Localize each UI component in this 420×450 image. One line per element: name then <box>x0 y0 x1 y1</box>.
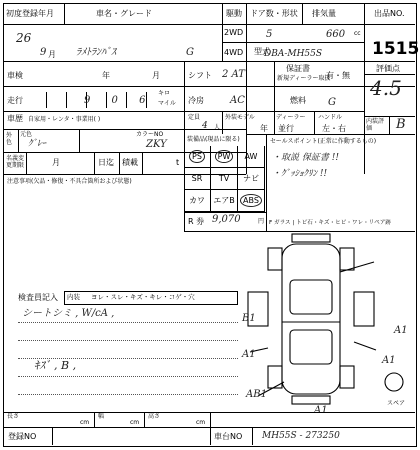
orig-color-label: 元色 <box>20 131 33 138</box>
recycle-unit: 円 <box>258 218 265 225</box>
hand-chassis-no: MH55S - 273250 <box>262 431 340 441</box>
width-unit: cm <box>130 419 140 426</box>
inspector-label: 検査員記入 <box>18 293 58 302</box>
hand-grade: G <box>186 47 194 58</box>
fuel-label: 燃料 <box>290 96 306 105</box>
lot-number: 1515 <box>372 39 420 59</box>
name-change-month: 月 <box>52 158 60 167</box>
capacity-unit: 人 <box>214 124 221 131</box>
hand-score: 4.5 <box>370 76 402 100</box>
glass-bar <box>267 217 415 231</box>
hand-color: ｸﾞﾚｰ <box>28 139 47 149</box>
inspection-label: 車検 <box>7 71 23 80</box>
equipment-legend: 装備品(現品に限る) <box>187 136 240 143</box>
drive-2wd: 2WD <box>224 28 244 37</box>
spare-tire-icon <box>385 373 403 391</box>
car-rear-glass <box>290 330 332 364</box>
car-roof <box>290 280 332 314</box>
equipment-item-pw: PW <box>211 146 238 168</box>
right-side-panel <box>354 292 374 326</box>
tire-front-right <box>340 248 354 270</box>
name-change-day: 日迄 <box>98 158 114 167</box>
recycle-label: R 券 <box>188 217 205 226</box>
equipment-item-カワ: カワ <box>184 190 211 212</box>
interior-eval-label: 内装評価 <box>366 118 385 132</box>
color-no-label: カラーNO <box>136 131 164 138</box>
equipment-item-ナビ: ナビ <box>238 168 265 190</box>
inspection-month-unit: 月 <box>152 71 160 80</box>
hand-inspector-1: シートシミ , W/cA , <box>22 308 115 319</box>
hand-interior: B <box>396 117 406 132</box>
ext-color-label: 外色 <box>6 132 13 146</box>
handle-label: ハンドル <box>318 114 343 121</box>
hand-fuel: G <box>328 97 336 108</box>
ac-label: 冷房 <box>188 96 204 105</box>
registration-no-label: 登録NO <box>8 432 37 441</box>
width-label: 幅 <box>98 413 105 420</box>
warranty-label: 保証書 <box>286 64 310 73</box>
dealer-label: ディーラー <box>276 114 306 121</box>
tire-front-left <box>268 248 282 270</box>
interior-options: ヨレ・スレ・キズ・キレ・コゲ・穴 <box>91 293 195 301</box>
warranty-sub: 新規ディーラー取扱 <box>277 75 331 82</box>
front-bumper <box>292 234 330 242</box>
interior-box-label: 内装 <box>67 293 80 301</box>
hand-capacity: 4 <box>202 121 208 131</box>
height-label: 高さ <box>148 413 161 420</box>
length-unit: cm <box>80 419 90 426</box>
doors-label: ドア数・形状 <box>250 9 298 18</box>
mark-a1-left: A1 <box>242 349 256 360</box>
hand-model: DBA-MH55S <box>264 49 323 59</box>
selling-header: セールスポイント(正常に作動するもの) <box>270 138 377 145</box>
capacity-label: 定員 <box>188 114 201 121</box>
ext-model-label: 外装モデル <box>225 114 255 121</box>
equipment-item-abs: ABS <box>238 190 265 212</box>
auction-inspection-sheet <box>3 3 420 447</box>
first-registration-label: 初度登録年月 <box>6 9 54 18</box>
handle-value: 左・右 <box>322 124 346 133</box>
equipment-item-sr: SR <box>184 168 211 190</box>
dealer-value: 並行 <box>278 124 294 133</box>
notes-header: 注意事項(欠品・修復・不具合箇所および状態) <box>7 178 132 185</box>
history-sub: 自家用・レンタ・事業用( ) <box>28 116 101 123</box>
displacement-label: 排気量 <box>312 9 336 18</box>
spare-label: スペア <box>387 400 406 407</box>
drive-4wd: 4WD <box>224 48 244 57</box>
mark-ab1: AB1 <box>246 389 267 400</box>
warranty-yes-no: 有・無 <box>326 71 350 80</box>
equipment-item-エアb: エアB <box>211 190 238 212</box>
hand-selling-2: ・ｸﾞｯｼｮｸﾘﾝ !! <box>272 169 328 179</box>
cc-unit: cc <box>354 30 361 37</box>
hand-recycle: 9,070 <box>212 214 241 225</box>
hand-shift: 2 AT <box>222 69 245 80</box>
hand-cc: 660 <box>326 29 346 40</box>
inspection-year-unit: 年 <box>102 71 110 80</box>
car-name-grade-label: 車名・グレード <box>96 9 152 18</box>
model-label: 型式 <box>254 47 270 56</box>
drive-label: 駆動 <box>226 9 242 18</box>
equipment-grid <box>184 146 266 212</box>
equipment-item-aw: AW <box>238 146 265 168</box>
equipment-item-ps: PS <box>184 146 211 168</box>
mark-b1: B1 <box>242 313 256 324</box>
equipment-item-tv: TV <box>211 168 238 190</box>
hand-doors: 5 <box>266 29 273 40</box>
glass-bar-text: F ガラス | トビ石・キズ・ヒビ・ワレ・リペア跡 <box>269 220 391 226</box>
hand-month: 9 <box>40 47 47 58</box>
length-label: 長さ <box>7 413 20 420</box>
lot-number-label: 出品NO. <box>374 9 405 18</box>
load-unit: t <box>176 158 180 167</box>
mark-a1-bottom: A1 <box>314 405 328 416</box>
hand-color-no: ZKY <box>146 139 167 150</box>
inspector-options-box <box>64 291 238 305</box>
name-change-label: 名義変更期限 <box>6 155 25 169</box>
chassis-no-label: 車台NO <box>214 432 243 441</box>
car-damage-diagram <box>244 232 415 412</box>
car-body-outline <box>282 244 340 394</box>
hand-selling-1: ・取説 保証書 !! <box>272 153 339 163</box>
hand-inspector-2: ｷｽﾞ , B , <box>34 359 77 372</box>
hand-mileage: 9 0 6 <box>84 95 155 106</box>
rear-bumper <box>292 396 330 404</box>
history-label: 車歴 <box>7 114 23 123</box>
ext-model-year: 年 <box>260 124 268 133</box>
mileage-label: 走行 <box>7 96 23 105</box>
mile-unit: マイル <box>158 100 176 107</box>
month-unit: 月 <box>48 50 56 59</box>
load-label: 積載 <box>122 158 138 167</box>
score-label: 評価点 <box>376 64 400 73</box>
hand-ac: AC <box>230 95 245 106</box>
height-unit: cm <box>196 419 206 426</box>
mark-a1-rear-right: A1 <box>382 355 396 366</box>
tire-rear-right <box>340 366 354 388</box>
mark-a1-right: A1 <box>394 325 408 336</box>
shift-label: シフト <box>188 71 212 80</box>
hand-car-name: ﾗﾒﾄﾗﾝﾊﾞｽ <box>76 47 116 58</box>
hand-year: 26 <box>16 31 32 45</box>
km-unit: キロ <box>158 90 171 97</box>
